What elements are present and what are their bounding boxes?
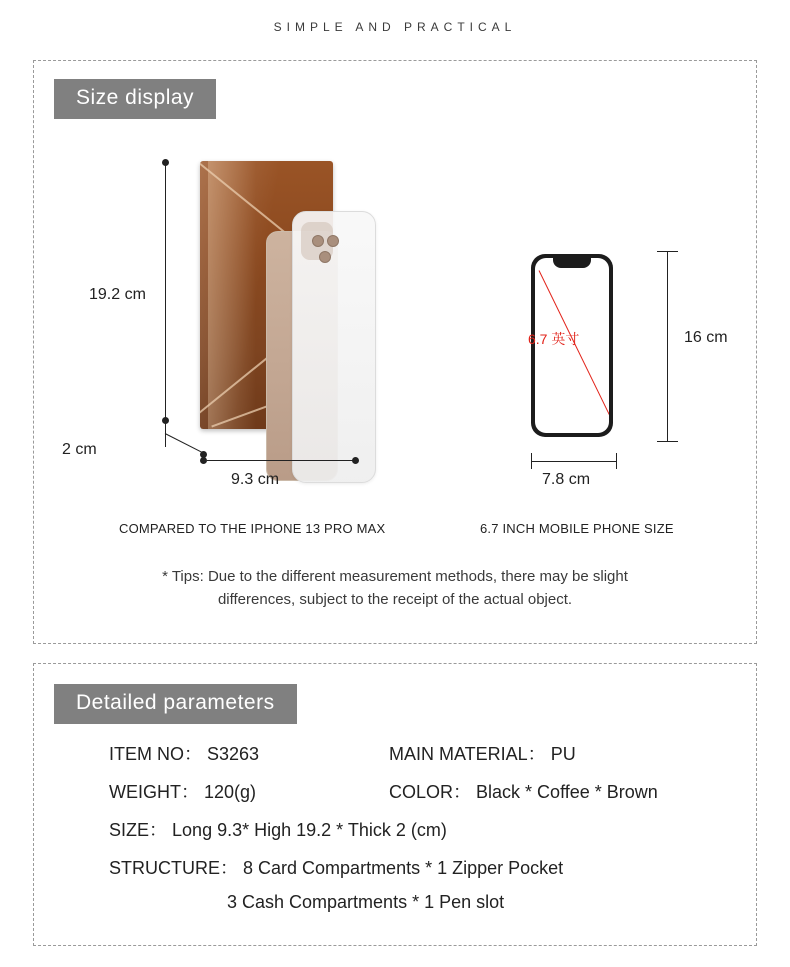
size-display-title: Size display: [54, 79, 216, 119]
parameter-value: 8 Card Compartments * 1 Zipper Pocket: [243, 858, 564, 878]
dim-label-thickness: 2 cm: [62, 441, 97, 458]
caption-phone-size: 6.7 INCH MOBILE PHONE SIZE: [480, 521, 674, 536]
parameter-label: SIZE：: [109, 820, 168, 840]
parameter-cell: [389, 783, 736, 801]
parameter-cell: [389, 745, 736, 763]
dim-tick-phone-height-top: [657, 251, 678, 252]
dim-line-thickness-diagonal: [165, 433, 205, 454]
caption-wallet-comparison: COMPARED TO THE IPHONE 13 PRO MAX: [119, 521, 386, 536]
dim-line-phone-height: [667, 251, 668, 441]
detailed-parameters-panel: [33, 663, 757, 946]
parameter-label: STRUCTURE：: [109, 858, 238, 878]
parameter-cell: [109, 783, 389, 801]
parameter-row: [109, 783, 736, 801]
parameter-label: ITEM NO：: [109, 744, 202, 764]
page-banner: SIMPLE AND PRACTICAL: [273, 20, 517, 34]
parameter-cell: [109, 745, 389, 763]
dim-label-height: 19.2 cm: [89, 286, 146, 303]
parameter-label: MAIN MATERIAL：: [389, 744, 546, 764]
camera-lens-icon: [312, 235, 324, 247]
camera-lens-icon: [319, 251, 331, 263]
size-display-panel: [33, 60, 757, 644]
camera-block-icon: [301, 222, 333, 260]
dim-label-width: 9.3 cm: [231, 471, 280, 488]
parameter-label: WEIGHT：: [109, 782, 199, 802]
phone-diagonal-line: [539, 270, 609, 432]
parameter-row-structure: [109, 859, 736, 911]
structure-first-line: [109, 859, 736, 877]
dim-line-phone-width: [531, 461, 617, 462]
dim-label-phone-diagonal: 6.7 英寸: [528, 331, 580, 347]
tips-line-1: * Tips: Due to the different measurement methods, there may be slight: [162, 568, 628, 585]
parameter-value: PU: [550, 744, 576, 764]
dim-label-phone-height: 16 cm: [684, 329, 728, 346]
parameter-row: [109, 745, 736, 763]
ghost-phone-overlay: [292, 211, 376, 483]
parameter-label: COLOR：: [389, 782, 472, 802]
dim-label-phone-width: 7.8 cm: [542, 471, 591, 488]
dim-dot-width-right: [352, 457, 359, 464]
parameter-value: S3263: [207, 744, 260, 764]
parameters-table: [109, 745, 736, 931]
phone-notch: [553, 258, 591, 268]
tips-line-2: differences, subject to the receipt of the actual object.: [217, 591, 573, 609]
dim-tick-phone-height-bottom: [657, 441, 678, 442]
dim-dot-width-left: [200, 457, 207, 464]
parameter-value: Black * Coffee * Brown: [476, 782, 658, 802]
detailed-parameters-title: Detailed parameters: [54, 684, 297, 724]
dim-line-height: [165, 163, 166, 419]
parameter-value: 120(g): [204, 782, 257, 802]
dim-line-width: [207, 460, 355, 461]
dim-tick-phone-width-left: [531, 453, 532, 469]
parameter-value: Long 9.3* High 19.2 * Thick 2 (cm): [172, 820, 447, 840]
structure-second-line: 3 Cash Compartments * 1 Pen slot: [227, 892, 505, 912]
parameter-cell: [109, 821, 447, 839]
measurement-tips: [34, 565, 756, 612]
size-illustration: [34, 61, 756, 643]
camera-lens-icon: [327, 235, 339, 247]
dim-tick-phone-width-right: [616, 453, 617, 469]
parameter-row: [109, 821, 736, 839]
